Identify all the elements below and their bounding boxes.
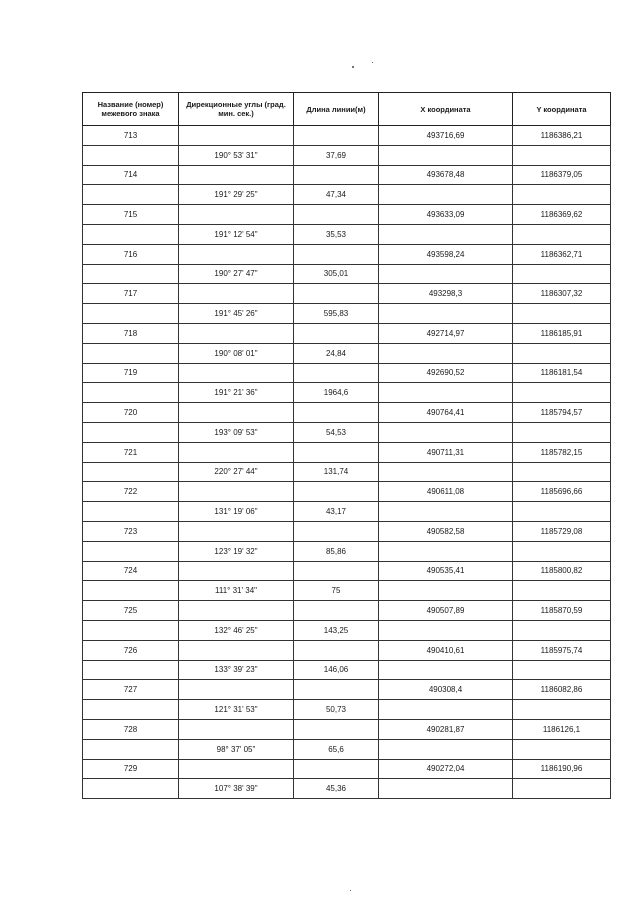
x-coordinate-cell: 493716,69	[379, 126, 513, 146]
empty-cell	[379, 343, 513, 363]
empty-cell	[513, 343, 611, 363]
direction-angle-cell: 107° 38' 39"	[179, 779, 294, 799]
empty-cell	[294, 719, 379, 739]
empty-cell	[513, 541, 611, 561]
y-coordinate-cell: 1185729,08	[513, 521, 611, 541]
x-coordinate-cell: 493633,09	[379, 205, 513, 225]
empty-cell	[379, 660, 513, 680]
scan-speck	[352, 66, 354, 68]
empty-cell	[83, 224, 179, 244]
y-coordinate-cell: 1186379,05	[513, 165, 611, 185]
point-row	[83, 403, 611, 423]
empty-cell	[513, 779, 611, 799]
empty-cell	[83, 343, 179, 363]
empty-cell	[379, 502, 513, 522]
empty-cell	[83, 541, 179, 561]
direction-angle-cell: 190° 27' 47"	[179, 264, 294, 284]
direction-angle-cell: 131° 19' 06"	[179, 502, 294, 522]
empty-cell	[379, 185, 513, 205]
empty-cell	[83, 581, 179, 601]
empty-cell	[83, 502, 179, 522]
empty-cell	[179, 601, 294, 621]
mark-name-cell: 724	[83, 561, 179, 581]
point-row	[83, 482, 611, 502]
boundary-marks-table	[82, 92, 611, 799]
y-coordinate-cell: 1186082,86	[513, 680, 611, 700]
header-y-coordinate: Y координата	[513, 93, 611, 126]
y-coordinate-cell: 1186185,91	[513, 323, 611, 343]
y-coordinate-cell: 1186190,96	[513, 759, 611, 779]
line-length-cell: 43,17	[294, 502, 379, 522]
empty-cell	[179, 442, 294, 462]
direction-angle-cell: 132° 46' 25"	[179, 620, 294, 640]
segment-row	[83, 502, 611, 522]
line-length-cell: 305,01	[294, 264, 379, 284]
empty-cell	[179, 640, 294, 660]
y-coordinate-cell: 1185800,82	[513, 561, 611, 581]
x-coordinate-cell: 490764,41	[379, 403, 513, 423]
mark-name-cell: 721	[83, 442, 179, 462]
line-length-cell: 85,86	[294, 541, 379, 561]
segment-row	[83, 739, 611, 759]
y-coordinate-cell: 1186307,32	[513, 284, 611, 304]
empty-cell	[379, 541, 513, 561]
empty-cell	[513, 620, 611, 640]
x-coordinate-cell: 490308,4	[379, 680, 513, 700]
table-header-row	[83, 93, 611, 126]
y-coordinate-cell: 1185782,15	[513, 442, 611, 462]
empty-cell	[179, 680, 294, 700]
empty-cell	[83, 660, 179, 680]
x-coordinate-cell: 493678,48	[379, 165, 513, 185]
point-row	[83, 165, 611, 185]
point-row	[83, 561, 611, 581]
segment-row	[83, 145, 611, 165]
empty-cell	[179, 244, 294, 264]
point-row	[83, 363, 611, 383]
empty-cell	[379, 581, 513, 601]
empty-cell	[294, 363, 379, 383]
scan-speck	[350, 890, 351, 891]
empty-cell	[83, 462, 179, 482]
point-row	[83, 680, 611, 700]
empty-cell	[83, 304, 179, 324]
empty-cell	[513, 224, 611, 244]
empty-cell	[294, 205, 379, 225]
scan-speck	[372, 62, 373, 63]
x-coordinate-cell: 492714,97	[379, 323, 513, 343]
x-coordinate-cell: 490272,04	[379, 759, 513, 779]
empty-cell	[179, 205, 294, 225]
y-coordinate-cell: 1186369,62	[513, 205, 611, 225]
empty-cell	[179, 561, 294, 581]
empty-cell	[513, 422, 611, 442]
empty-cell	[513, 739, 611, 759]
empty-cell	[179, 284, 294, 304]
direction-angle-cell: 191° 29' 25"	[179, 185, 294, 205]
y-coordinate-cell: 1185975,74	[513, 640, 611, 660]
line-length-cell: 35,53	[294, 224, 379, 244]
mark-name-cell: 726	[83, 640, 179, 660]
line-length-cell: 37,69	[294, 145, 379, 165]
empty-cell	[179, 363, 294, 383]
line-length-cell: 146,06	[294, 660, 379, 680]
empty-cell	[83, 422, 179, 442]
segment-row	[83, 620, 611, 640]
mark-name-cell: 715	[83, 205, 179, 225]
header-x-coordinate: X координата	[379, 93, 513, 126]
empty-cell	[294, 561, 379, 581]
direction-angle-cell: 220° 27' 44"	[179, 462, 294, 482]
direction-angle-cell: 190° 53' 31"	[179, 145, 294, 165]
header-line-length: Длина линии(м)	[294, 93, 379, 126]
line-length-cell: 47,34	[294, 185, 379, 205]
empty-cell	[379, 422, 513, 442]
empty-cell	[379, 462, 513, 482]
direction-angle-cell: 190° 08' 01"	[179, 343, 294, 363]
point-row	[83, 521, 611, 541]
empty-cell	[379, 224, 513, 244]
y-coordinate-cell: 1185794,57	[513, 403, 611, 423]
segment-row	[83, 660, 611, 680]
segment-row	[83, 422, 611, 442]
empty-cell	[379, 264, 513, 284]
empty-cell	[294, 640, 379, 660]
point-row	[83, 442, 611, 462]
point-row	[83, 205, 611, 225]
line-length-cell: 50,73	[294, 700, 379, 720]
line-length-cell: 143,25	[294, 620, 379, 640]
point-row	[83, 759, 611, 779]
segment-row	[83, 541, 611, 561]
empty-cell	[83, 185, 179, 205]
mark-name-cell: 719	[83, 363, 179, 383]
segment-row	[83, 581, 611, 601]
segment-row	[83, 779, 611, 799]
empty-cell	[83, 739, 179, 759]
point-row	[83, 126, 611, 146]
empty-cell	[294, 284, 379, 304]
line-length-cell: 1964,6	[294, 383, 379, 403]
x-coordinate-cell: 490711,31	[379, 442, 513, 462]
empty-cell	[513, 660, 611, 680]
empty-cell	[179, 521, 294, 541]
empty-cell	[294, 126, 379, 146]
header-mark-name: Название (номер) межевого знака	[83, 93, 179, 126]
header-direction-angle: Дирекционные углы (град. мин. сек.)	[179, 93, 294, 126]
empty-cell	[294, 759, 379, 779]
empty-cell	[513, 462, 611, 482]
x-coordinate-cell: 490281,87	[379, 719, 513, 739]
empty-cell	[513, 145, 611, 165]
segment-row	[83, 264, 611, 284]
y-coordinate-cell: 1186181,54	[513, 363, 611, 383]
mark-name-cell: 722	[83, 482, 179, 502]
line-length-cell: 75	[294, 581, 379, 601]
point-row	[83, 601, 611, 621]
segment-row	[83, 185, 611, 205]
line-length-cell: 24,84	[294, 343, 379, 363]
mark-name-cell: 729	[83, 759, 179, 779]
table-body	[83, 126, 611, 799]
empty-cell	[83, 779, 179, 799]
mark-name-cell: 720	[83, 403, 179, 423]
empty-cell	[294, 403, 379, 423]
segment-row	[83, 383, 611, 403]
x-coordinate-cell: 490582,58	[379, 521, 513, 541]
empty-cell	[83, 700, 179, 720]
y-coordinate-cell: 1186362,71	[513, 244, 611, 264]
y-coordinate-cell: 1185870,59	[513, 601, 611, 621]
x-coordinate-cell: 490611,08	[379, 482, 513, 502]
line-length-cell: 595,83	[294, 304, 379, 324]
empty-cell	[83, 620, 179, 640]
direction-angle-cell: 111° 31' 34"	[179, 581, 294, 601]
segment-row	[83, 224, 611, 244]
empty-cell	[294, 165, 379, 185]
x-coordinate-cell: 490535,41	[379, 561, 513, 581]
mark-name-cell: 716	[83, 244, 179, 264]
mark-name-cell: 717	[83, 284, 179, 304]
direction-angle-cell: 133° 39' 23"	[179, 660, 294, 680]
direction-angle-cell: 191° 12' 54"	[179, 224, 294, 244]
mark-name-cell: 728	[83, 719, 179, 739]
mark-name-cell: 714	[83, 165, 179, 185]
empty-cell	[513, 185, 611, 205]
empty-cell	[83, 383, 179, 403]
empty-cell	[294, 521, 379, 541]
y-coordinate-cell: 1186126,1	[513, 719, 611, 739]
mark-name-cell: 713	[83, 126, 179, 146]
empty-cell	[513, 383, 611, 403]
empty-cell	[179, 165, 294, 185]
direction-angle-cell: 191° 21' 36"	[179, 383, 294, 403]
empty-cell	[379, 304, 513, 324]
empty-cell	[379, 700, 513, 720]
x-coordinate-cell: 493598,24	[379, 244, 513, 264]
empty-cell	[294, 601, 379, 621]
empty-cell	[379, 145, 513, 165]
x-coordinate-cell: 493298,3	[379, 284, 513, 304]
empty-cell	[179, 126, 294, 146]
empty-cell	[513, 581, 611, 601]
segment-row	[83, 343, 611, 363]
empty-cell	[513, 502, 611, 522]
empty-cell	[294, 244, 379, 264]
line-length-cell: 45,36	[294, 779, 379, 799]
empty-cell	[379, 739, 513, 759]
empty-cell	[513, 304, 611, 324]
segment-row	[83, 700, 611, 720]
empty-cell	[379, 779, 513, 799]
direction-angle-cell: 121° 31' 53"	[179, 700, 294, 720]
y-coordinate-cell: 1185696,66	[513, 482, 611, 502]
line-length-cell: 131,74	[294, 462, 379, 482]
direction-angle-cell: 98° 37' 05"	[179, 739, 294, 759]
empty-cell	[294, 680, 379, 700]
point-row	[83, 284, 611, 304]
mark-name-cell: 723	[83, 521, 179, 541]
line-length-cell: 54,53	[294, 422, 379, 442]
empty-cell	[294, 442, 379, 462]
empty-cell	[294, 482, 379, 502]
segment-row	[83, 462, 611, 482]
empty-cell	[179, 759, 294, 779]
empty-cell	[83, 264, 179, 284]
empty-cell	[179, 482, 294, 502]
x-coordinate-cell: 492690,52	[379, 363, 513, 383]
point-row	[83, 719, 611, 739]
line-length-cell: 65,6	[294, 739, 379, 759]
direction-angle-cell: 191° 45' 26"	[179, 304, 294, 324]
y-coordinate-cell: 1186386,21	[513, 126, 611, 146]
empty-cell	[179, 719, 294, 739]
direction-angle-cell: 193° 09' 53"	[179, 422, 294, 442]
x-coordinate-cell: 490410,61	[379, 640, 513, 660]
x-coordinate-cell: 490507,89	[379, 601, 513, 621]
direction-angle-cell: 123° 19' 32"	[179, 541, 294, 561]
empty-cell	[379, 620, 513, 640]
empty-cell	[379, 383, 513, 403]
empty-cell	[513, 700, 611, 720]
empty-cell	[179, 403, 294, 423]
empty-cell	[294, 323, 379, 343]
empty-cell	[513, 264, 611, 284]
segment-row	[83, 304, 611, 324]
point-row	[83, 640, 611, 660]
empty-cell	[83, 145, 179, 165]
mark-name-cell: 727	[83, 680, 179, 700]
empty-cell	[179, 323, 294, 343]
mark-name-cell: 718	[83, 323, 179, 343]
point-row	[83, 323, 611, 343]
mark-name-cell: 725	[83, 601, 179, 621]
point-row	[83, 244, 611, 264]
